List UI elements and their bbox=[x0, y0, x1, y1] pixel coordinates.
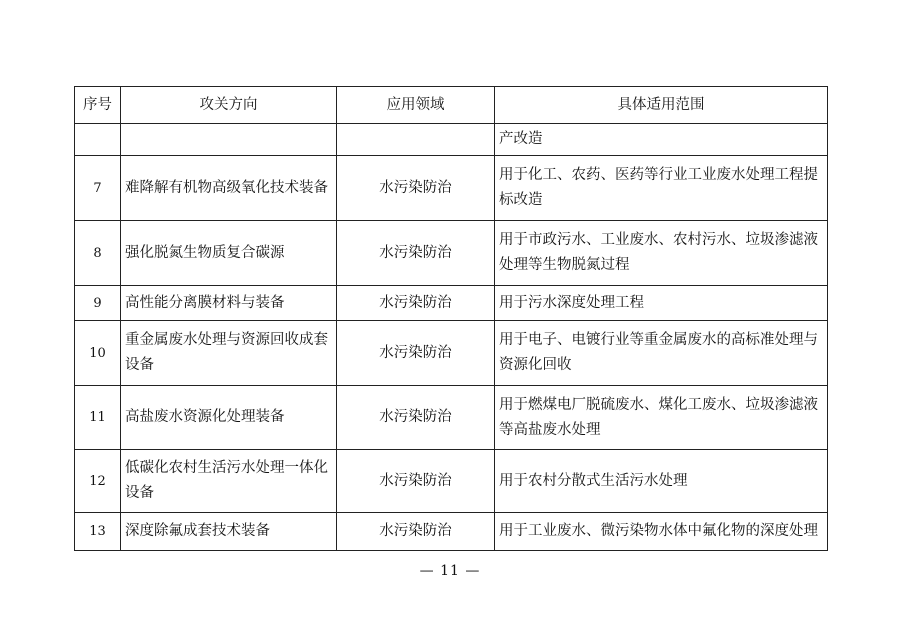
row-direction: 重金属废水处理与资源回收成套设备 bbox=[121, 321, 337, 386]
table-row bbox=[75, 450, 828, 513]
row-direction: 低碳化农村生活污水处理一体化设备 bbox=[121, 450, 337, 513]
tech-table bbox=[74, 86, 828, 551]
row-num: 8 bbox=[75, 221, 121, 286]
row-field: 水污染防治 bbox=[337, 386, 495, 450]
row-scope: 用于农村分散式生活污水处理 bbox=[495, 450, 828, 513]
table-row bbox=[75, 321, 828, 386]
table-row bbox=[75, 124, 828, 156]
header-serial: 序号 bbox=[75, 87, 121, 124]
row-scope: 用于化工、农药、医药等行业工业废水处理工程提标改造 bbox=[495, 156, 828, 221]
row-direction: 深度除氟成套技术装备 bbox=[121, 513, 337, 551]
row-scope: 用于电子、电镀行业等重金属废水的高标准处理与资源化回收 bbox=[495, 321, 828, 386]
row-scope: 用于工业废水、微污染物水体中氟化物的深度处理 bbox=[495, 513, 828, 551]
row-direction: 强化脱氮生物质复合碳源 bbox=[121, 221, 337, 286]
header-direction: 攻关方向 bbox=[121, 87, 337, 124]
table-row bbox=[75, 156, 828, 221]
row-direction: 高盐废水资源化处理装备 bbox=[121, 386, 337, 450]
row-field: 水污染防治 bbox=[337, 221, 495, 286]
row-field: 水污染防治 bbox=[337, 156, 495, 221]
page-number: — 11 — bbox=[419, 563, 481, 579]
row-scope: 产改造 bbox=[495, 124, 828, 156]
row-num: 9 bbox=[75, 286, 121, 321]
table-row bbox=[75, 386, 828, 450]
row-num: 11 bbox=[75, 386, 121, 450]
row-num bbox=[75, 124, 121, 156]
table-row bbox=[75, 513, 828, 551]
row-scope: 用于污水深度处理工程 bbox=[495, 286, 828, 321]
row-field bbox=[337, 124, 495, 156]
row-direction: 高性能分离膜材料与装备 bbox=[121, 286, 337, 321]
row-num: 7 bbox=[75, 156, 121, 221]
row-direction: 难降解有机物高级氧化技术装备 bbox=[121, 156, 337, 221]
row-scope: 用于燃煤电厂脱硫废水、煤化工废水、垃圾渗滤液等高盐废水处理 bbox=[495, 386, 828, 450]
header-scope: 具体适用范围 bbox=[495, 87, 828, 124]
row-num: 13 bbox=[75, 513, 121, 551]
row-num: 12 bbox=[75, 450, 121, 513]
row-field: 水污染防治 bbox=[337, 450, 495, 513]
table-row bbox=[75, 221, 828, 286]
table-row bbox=[75, 286, 828, 321]
header-field: 应用领域 bbox=[337, 87, 495, 124]
row-field: 水污染防治 bbox=[337, 321, 495, 386]
row-scope: 用于市政污水、工业废水、农村污水、垃圾渗滤液处理等生物脱氮过程 bbox=[495, 221, 828, 286]
row-direction bbox=[121, 124, 337, 156]
table-header-row bbox=[75, 87, 828, 124]
row-field: 水污染防治 bbox=[337, 513, 495, 551]
row-field: 水污染防治 bbox=[337, 286, 495, 321]
row-num: 10 bbox=[75, 321, 121, 386]
